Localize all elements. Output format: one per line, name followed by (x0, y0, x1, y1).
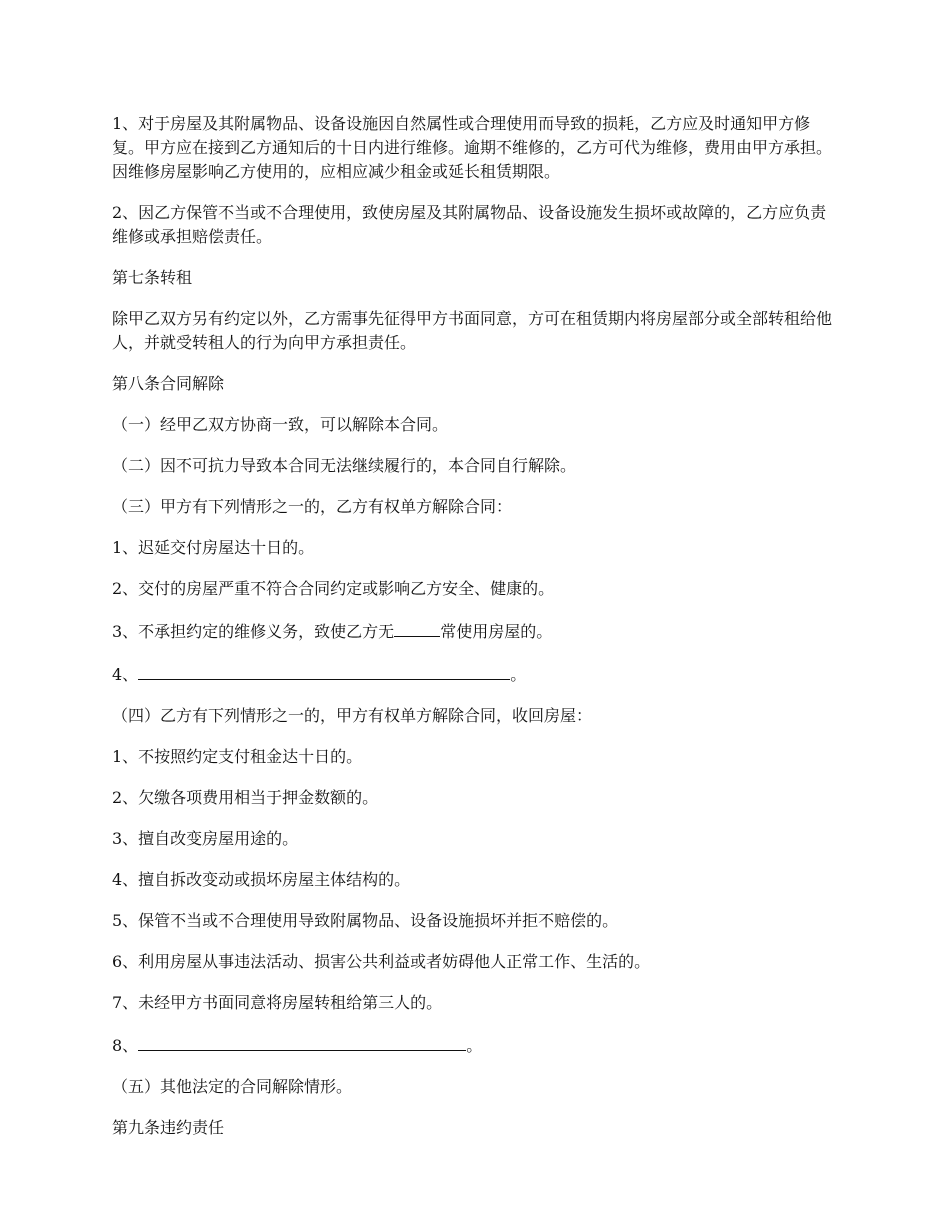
item4-prefix: 4、 (112, 665, 139, 684)
item3-prefix: 3、不承担约定的维修义务，致使乙方无 (112, 622, 395, 641)
section-heading-breach: 第九条违约责任 (112, 1118, 225, 1137)
paragraph-sublease: 除甲乙双方另有约定以外，乙方需事先征得甲方书面同意，方可在租赁期内将房屋部分或全部转租给他人，并就受转租人的行为向甲方承担责任。 (112, 309, 833, 352)
list-item-tenant-1: 1、不按照约定支付租金达十日的。 (112, 747, 363, 766)
paragraph-repair-obligation: 1、对于房屋及其附属物品、设备设施因自然属性或合理使用而导致的损耗，乙方应及时通知甲方修复。甲方应在接到乙方通知后的十日内进行维修。逾期不维修的，乙方可代为维修，费用由甲方承担。因维修房屋影响乙方使用的，应相应减少租金或延长租赁期限。 (112, 114, 833, 181)
list-item-landlord-4 (112, 661, 842, 687)
paragraph-termination-3: （三）甲方有下列情形之一的，乙方有权单方解除合同： (112, 497, 513, 516)
paragraph-termination-4: （四）乙方有下列情形之一的，甲方有权单方解除合同，收回房屋： (112, 706, 593, 725)
document-page (112, 112, 842, 1157)
fill-blank-line (138, 661, 510, 680)
list-item-landlord-3 (112, 618, 842, 644)
item3-suffix: 常使用房屋的。 (440, 622, 553, 641)
list-item-tenant-2: 2、欠缴各项费用相当于押金数额的。 (112, 788, 379, 807)
list-item-tenant-4: 4、擅自拆改变动或损坏房屋主体结构的。 (112, 870, 411, 889)
list-item-landlord-1: 1、迟延交付房屋达十日的。 (112, 538, 315, 557)
list-item-tenant-5: 5、保管不当或不合理使用导致附属物品、设备设施损坏并拒不赔偿的。 (112, 911, 619, 930)
list-item-tenant-7: 7、未经甲方书面同意将房屋转租给第三人的。 (112, 993, 443, 1012)
paragraph-tenant-liability: 2、因乙方保管不当或不合理使用，致使房屋及其附属物品、设备设施发生损坏或故障的，乙方应负责维修或承担赔偿责任。 (112, 203, 827, 246)
list-item-landlord-2: 2、交付的房屋严重不符合合同约定或影响乙方安全、健康的。 (112, 579, 555, 598)
paragraph-termination-1: （一）经甲乙双方协商一致，可以解除本合同。 (112, 415, 449, 434)
fill-blank-line (394, 618, 440, 637)
list-item-tenant-6: 6、利用房屋从事违法活动、损害公共利益或者妨碍他人正常工作、生活的。 (112, 952, 651, 971)
section-heading-termination: 第八条合同解除 (112, 374, 225, 393)
item8-suffix: 。 (466, 1036, 483, 1055)
item4-suffix: 。 (510, 665, 527, 684)
list-item-tenant-8 (112, 1032, 842, 1058)
section-heading-sublease: 第七条转租 (112, 268, 193, 287)
item8-prefix: 8、 (112, 1036, 139, 1055)
paragraph-termination-2: （二）因不可抗力导致本合同无法继续履行的，本合同自行解除。 (112, 456, 577, 475)
list-item-tenant-3: 3、擅自改变房屋用途的。 (112, 829, 299, 848)
paragraph-termination-5: （五）其他法定的合同解除情形。 (112, 1077, 353, 1096)
fill-blank-line (138, 1032, 466, 1051)
